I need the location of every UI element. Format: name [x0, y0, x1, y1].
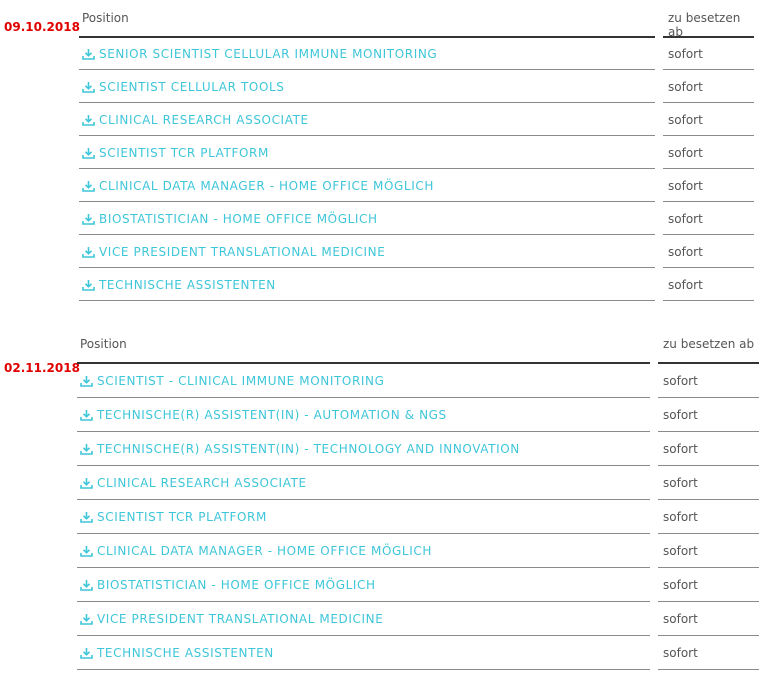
start-value: sofort — [663, 646, 698, 660]
position-cell — [79, 136, 655, 169]
job-title: TECHNISCHE ASSISTENTEN — [99, 278, 276, 292]
table-row — [79, 103, 754, 136]
job-title: SCIENTIST CELLULAR TOOLS — [99, 80, 285, 94]
position-cell — [79, 235, 655, 268]
table-row — [77, 636, 759, 669]
table-row — [79, 70, 754, 103]
job-title: SENIOR SCIENTIST CELLULAR IMMUNE MONITORING — [99, 47, 438, 61]
job-download-link[interactable] — [80, 646, 274, 660]
job-title: SCIENTIST TCR PLATFORM — [99, 146, 269, 160]
start-cell — [658, 568, 759, 602]
job-title: CLINICAL RESEARCH ASSOCIATE — [99, 113, 309, 127]
start-cell — [658, 534, 759, 568]
start-cell — [663, 37, 754, 70]
start-cell — [663, 268, 754, 301]
table-row — [79, 37, 754, 70]
table-row — [77, 398, 759, 431]
start-value: sofort — [663, 544, 698, 558]
download-icon — [80, 613, 93, 625]
job-download-link[interactable] — [80, 510, 267, 524]
job-download-link[interactable] — [80, 408, 447, 422]
table-row — [79, 136, 754, 169]
start-cell — [663, 70, 754, 103]
job-download-link[interactable] — [82, 212, 378, 226]
position-cell — [77, 432, 650, 466]
table-row — [77, 500, 759, 533]
job-title: TECHNISCHE(R) ASSISTENT(IN) - TECHNOLOGY AND INNOVATION — [97, 442, 520, 456]
start-cell — [658, 500, 759, 534]
job-download-link[interactable] — [82, 146, 269, 160]
table-row — [79, 169, 754, 202]
job-download-link[interactable] — [80, 374, 385, 388]
download-icon — [82, 48, 95, 60]
position-cell — [77, 500, 650, 534]
start-value: sofort — [663, 476, 698, 490]
header-position — [77, 330, 650, 364]
position-cell — [77, 398, 650, 432]
start-value: sofort — [663, 374, 698, 388]
position-cell — [77, 602, 650, 636]
job-download-link[interactable] — [82, 47, 437, 61]
download-icon — [82, 114, 95, 126]
table-row — [77, 602, 759, 635]
download-icon — [80, 511, 93, 523]
position-cell — [77, 636, 650, 670]
download-icon — [82, 246, 95, 258]
start-cell — [663, 103, 754, 136]
position-cell — [79, 103, 655, 136]
start-value: sofort — [668, 212, 703, 226]
download-icon — [80, 375, 93, 387]
start-cell — [658, 602, 759, 636]
position-cell — [77, 364, 650, 398]
start-value: sofort — [663, 612, 698, 626]
table-date: 02.11.2018 — [4, 361, 80, 375]
job-title: TECHNISCHE(R) ASSISTENT(IN) - AUTOMATION & NGS — [97, 408, 447, 422]
job-download-link[interactable] — [82, 245, 385, 259]
start-value: sofort — [668, 245, 703, 259]
job-title: CLINICAL DATA MANAGER - HOME OFFICE MÖGLICH — [99, 179, 434, 193]
position-cell — [79, 37, 655, 70]
header-start — [663, 4, 754, 38]
header-position-label: Position — [82, 11, 129, 25]
position-cell — [77, 568, 650, 602]
start-value: sofort — [663, 442, 698, 456]
job-title: VICE PRESIDENT TRANSLATIONAL MEDICINE — [97, 612, 384, 626]
start-value: sofort — [668, 113, 703, 127]
job-download-link[interactable] — [80, 442, 520, 456]
start-cell — [658, 636, 759, 670]
table-row — [77, 466, 759, 499]
position-cell — [77, 534, 650, 568]
start-value: sofort — [668, 146, 703, 160]
start-cell — [658, 398, 759, 432]
download-icon — [80, 409, 93, 421]
table-date: 09.10.2018 — [4, 20, 80, 34]
table-row — [79, 202, 754, 235]
job-title: VICE PRESIDENT TRANSLATIONAL MEDICINE — [99, 245, 386, 259]
download-icon — [82, 81, 95, 93]
position-cell — [79, 268, 655, 301]
start-value: sofort — [668, 80, 703, 94]
position-cell — [79, 70, 655, 103]
download-icon — [82, 279, 95, 291]
start-cell — [658, 466, 759, 500]
download-icon — [80, 579, 93, 591]
download-icon — [82, 147, 95, 159]
table-row — [77, 364, 759, 397]
start-cell — [663, 136, 754, 169]
table-row — [77, 432, 759, 465]
table-row — [79, 235, 754, 268]
header-start-label: zu besetzen ab — [668, 11, 741, 39]
header-start-label: zu besetzen ab — [663, 337, 755, 351]
start-value: sofort — [668, 179, 703, 193]
start-value: sofort — [668, 278, 703, 292]
download-icon — [82, 180, 95, 192]
job-title: SCIENTIST TCR PLATFORM — [97, 510, 267, 524]
header-start — [658, 330, 759, 364]
position-cell — [79, 202, 655, 235]
job-title: CLINICAL RESEARCH ASSOCIATE — [97, 476, 307, 490]
job-title: CLINICAL DATA MANAGER - HOME OFFICE MÖGLICH — [97, 544, 432, 558]
table-row — [77, 534, 759, 567]
job-download-link[interactable] — [80, 544, 432, 558]
header-position — [79, 4, 655, 38]
job-title: BIOSTATISTICIAN - HOME OFFICE MÖGLICH — [99, 212, 378, 226]
job-title: TECHNISCHE ASSISTENTEN — [97, 646, 274, 660]
job-download-link[interactable] — [82, 80, 285, 94]
download-icon — [80, 477, 93, 489]
job-download-link[interactable] — [80, 476, 307, 490]
start-cell — [663, 169, 754, 202]
download-icon — [82, 213, 95, 225]
table-row — [77, 568, 759, 601]
start-cell — [663, 235, 754, 268]
table-row — [79, 268, 754, 301]
job-title: BIOSTATISTICIAN - HOME OFFICE MÖGLICH — [97, 578, 376, 592]
start-cell — [658, 432, 759, 466]
position-cell — [79, 169, 655, 202]
table-header-row — [79, 4, 754, 37]
start-cell — [663, 202, 754, 235]
download-icon — [80, 647, 93, 659]
job-title: SCIENTIST - CLINICAL IMMUNE MONITORING — [97, 374, 385, 388]
start-value: sofort — [668, 47, 703, 61]
header-position-label: Position — [80, 337, 127, 351]
job-download-link[interactable] — [82, 278, 276, 292]
job-download-link[interactable] — [82, 179, 434, 193]
start-value: sofort — [663, 578, 698, 592]
start-value: sofort — [663, 510, 698, 524]
start-cell — [658, 364, 759, 398]
job-download-link[interactable] — [80, 578, 376, 592]
start-value: sofort — [663, 408, 698, 422]
download-icon — [80, 443, 93, 455]
position-cell — [77, 466, 650, 500]
table-header-row — [77, 330, 759, 363]
job-download-link[interactable] — [82, 113, 309, 127]
job-download-link[interactable] — [80, 612, 383, 626]
download-icon — [80, 545, 93, 557]
